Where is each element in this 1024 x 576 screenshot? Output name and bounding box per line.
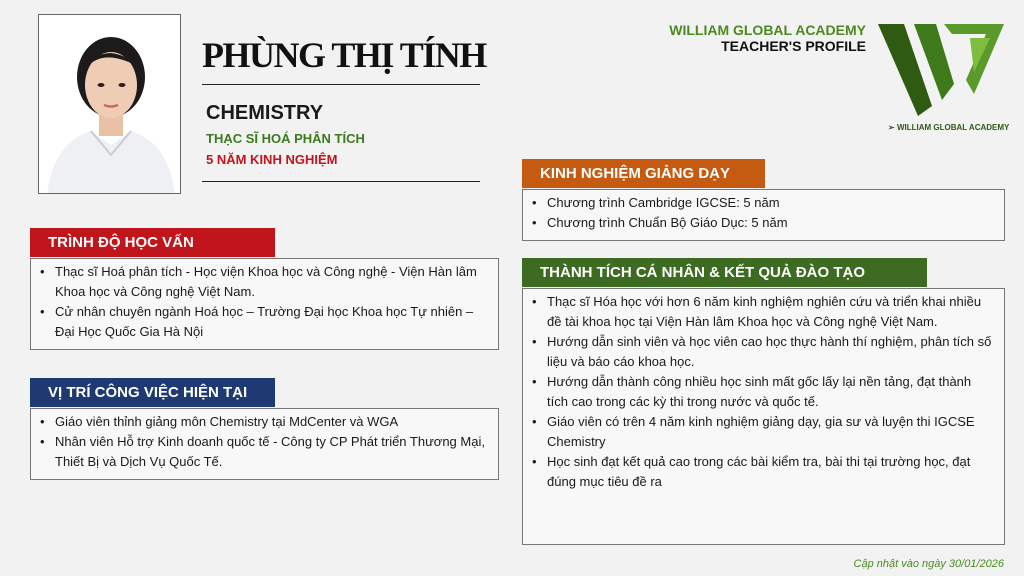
teacher-photo bbox=[38, 14, 181, 194]
w-logo-icon bbox=[874, 20, 1008, 120]
education-item: • Cử nhân chuyên ngành Hoá học – Trường Đại học Khoa học Tự nhiên – Đại Học Quốc Gia Hà Nội bbox=[37, 302, 488, 342]
position-item: • Giáo viên thỉnh giảng môn Chemistry tại MdCenter và WGA bbox=[37, 412, 488, 432]
teaching-box bbox=[522, 189, 1005, 241]
teacher-name: PHÙNG THỊ TÍNH bbox=[202, 35, 486, 75]
achievement-item: • Hướng dẫn thành công nhiều học sinh mất gốc lấy lại nền tảng, đạt thành tích cao trong các kỳ thi trong nước và quốc tế. bbox=[529, 372, 994, 412]
achievement-item: • Thạc sĩ Hóa học với hơn 6 năm kinh nghiệm nghiên cứu và triển khai nhiều đề tài khoa học tại Viện Hàn lâm Khoa học và Công nghệ Việt Nam. bbox=[529, 292, 994, 332]
experience-text: 5 NĂM KINH NGHIỆM bbox=[206, 152, 338, 167]
update-date: Cập nhật vào ngày 30/01/2026 bbox=[853, 558, 1004, 570]
achievement-item: • Giáo viên có trên 4 năm kinh nghiệm giảng dạy, gia sư và luyện thi IGCSE Chemistry bbox=[529, 412, 994, 452]
education-list bbox=[37, 262, 488, 342]
position-header: VỊ TRÍ CÔNG VIỆC HIỆN TẠI bbox=[30, 378, 275, 407]
position-box bbox=[30, 408, 499, 480]
logo-caption: ➢ WILLIAM GLOBAL ACADEMY bbox=[888, 123, 1010, 132]
education-item: • Thạc sĩ Hoá phân tích - Học viện Khoa học và Công nghệ - Viện Hàn lâm Khoa học và Công nghệ Việt Nam. bbox=[37, 262, 488, 302]
brand-name: WILLIAM GLOBAL ACADEMY bbox=[669, 22, 866, 38]
achievements-header: THÀNH TÍCH CÁ NHÂN & KẾT QUẢ ĐÀO TẠO bbox=[522, 258, 927, 287]
position-list bbox=[37, 412, 488, 472]
achievement-item: • Học sinh đạt kết quả cao trong các bài kiểm tra, bài thi tại trường học, đạt đúng mục tiêu đề ra bbox=[529, 452, 994, 492]
education-box bbox=[30, 258, 499, 350]
subject-title: CHEMISTRY bbox=[206, 102, 324, 124]
achievement-item: • Hướng dẫn sinh viên và học viên cao học thực hành thí nghiệm, phân tích số liệu và báo cáo khoa học. bbox=[529, 332, 994, 372]
achievements-box bbox=[522, 288, 1005, 545]
achievements-list bbox=[529, 292, 994, 492]
portrait-image bbox=[39, 15, 181, 194]
profile-divider bbox=[202, 181, 480, 182]
position-item: • Nhân viên Hỗ trợ Kinh doanh quốc tế - Công ty CP Phát triển Thương Mại, Thiết Bị và Dịch Vụ Quốc Tế. bbox=[37, 432, 488, 472]
brand-subtitle: TEACHER'S PROFILE bbox=[721, 38, 866, 54]
teaching-item: • Chương trình Cambridge IGCSE: 5 năm bbox=[529, 193, 994, 213]
teaching-header: KINH NGHIỆM GIẢNG DẠY bbox=[522, 159, 765, 188]
teaching-list bbox=[529, 193, 994, 233]
teaching-item: • Chương trình Chuẩn Bộ Giáo Dục: 5 năm bbox=[529, 213, 994, 233]
name-divider bbox=[202, 84, 480, 85]
degree-text: THẠC SĨ HOÁ PHÂN TÍCH bbox=[206, 131, 365, 146]
education-header: TRÌNH ĐỘ HỌC VẤN bbox=[30, 228, 275, 257]
